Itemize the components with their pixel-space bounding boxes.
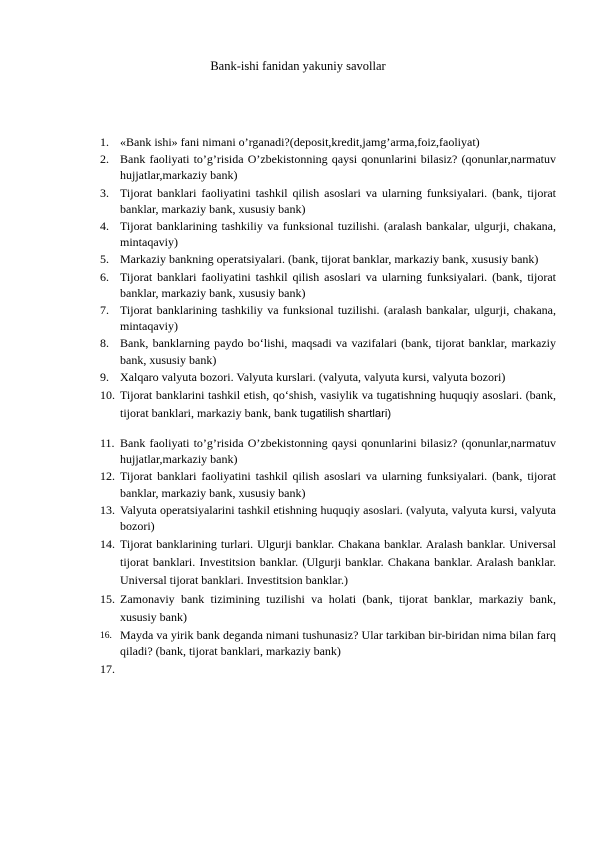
question-item (100, 269, 556, 301)
question-number: 16. (100, 631, 112, 642)
question-text: Mayda va yirik bank deganda nimani tushunasiz? Ular tarkiban bir-biridan nima bilan farq qiladi? (bank, tijorat banklari, markaziy bank) (120, 628, 556, 659)
question-item (100, 502, 556, 534)
question-text: Bank faoliyati to’g’risida O’zbekistonning qaysi qonunlarini bilasiz? (qonunlar,narmatuv hujjatlar,markaziy bank) (120, 436, 556, 467)
question-number: 4. (100, 219, 109, 234)
question-text: Tijorat banklari faoliyatini tashkil qilish asoslari va ularning funksiyalari. (bank, tijorat banklar, markaziy bank, xususiy bank) (120, 269, 556, 300)
question-number: 14. (100, 537, 115, 552)
question-text: Bank faoliyati to’g’risida O’zbekistonning qaysi qonunlarini bilasiz? (qonunlar,narmatuv hujjatlar,markaziy bank) (120, 152, 556, 183)
question-item (100, 302, 556, 334)
question-number: 10. (100, 388, 115, 403)
question-item (100, 435, 556, 467)
questions-list (100, 134, 556, 676)
question-item (100, 134, 556, 150)
question-item (100, 468, 556, 500)
question-number: 8. (100, 336, 109, 351)
question-number: 5. (100, 252, 109, 267)
question-item (100, 218, 556, 250)
question-number: 6. (100, 269, 109, 284)
question-text: Tijorat banklari faoliyatini tashkil qilish asoslari va ularning funksiyalari. (bank, tijorat banklar, markaziy bank, xususiy bank) (120, 469, 556, 500)
question-item (100, 535, 556, 589)
question-number: 7. (100, 303, 109, 318)
question-text: Tijorat banklarining turlari. Ulgurji banklar. Chakana banklar. Aralash banklar. Universal tijorat banklari. Investitsion banklar. (Ulgurji banklar. Chakana banklar. Aralash banklar. Universal tijorat banklari. Investitsion banklar.) (120, 537, 556, 588)
question-item (100, 151, 556, 183)
question-item (100, 335, 556, 367)
document-title: Bank-ishi fanidan yakuniy savollar (210, 59, 386, 73)
question-item (100, 627, 556, 659)
question-text: Zamonaviy bank tizimining tuzilishi va holati (bank, tijorat banklar, markaziy bank, xususiy bank) (120, 592, 556, 625)
question-text: Tijorat banklarini tashkil etish, qo‘shish, vasiylik va tugatishning huquqiy asoslari. (bank, tijorat banklari, markaziy bank, bank (120, 388, 556, 421)
question-number: 15. (100, 592, 115, 607)
question-text: Tijorat banklarining tashkiliy va funksional tuzilishi. (aralash bankalar, ulgurji, chakana, mintaqaviy) (120, 219, 556, 250)
question-number: 17. (100, 661, 115, 676)
question-item (100, 369, 556, 385)
question-text: Valyuta operatsiyalarini tashkil etishning huquqiy asoslari. (valyuta, valyuta kursi, valyuta bozori) (120, 502, 556, 534)
question-text: Markaziy bankning operatsiyalari. (bank, tijorat banklar, markaziy bank, xususiy bank) (120, 252, 539, 267)
question-number: 11. (100, 436, 115, 451)
question-text: «Bank ishi» fani nimani o’rganadi?(deposit,kredit,jamg’arma,foiz,faoliyat) (120, 135, 480, 149)
question-number: 12. (100, 469, 115, 484)
question-text: Tijorat banklarining tashkiliy va funksional tuzilishi. (aralash bankalar, ulgurji, chakana, mintaqaviy) (120, 303, 556, 334)
question-text: Tijorat banklari faoliyatini tashkil qilish asoslari va ularning funksiyalari. (bank, tijorat banklar, markaziy bank, xususiy bank) (120, 185, 556, 216)
question-number: 13. (100, 502, 115, 517)
question-number: 2. (100, 152, 109, 167)
question-item (100, 386, 556, 423)
question-item (100, 185, 556, 217)
question-number: 9. (100, 369, 109, 384)
question-item (100, 251, 556, 267)
question-text-tail: tugatilish shartlari) (300, 408, 392, 421)
question-item (100, 590, 556, 626)
question-text: Xalqaro valyuta bozori. Valyuta kurslari. (valyuta, valyuta kursi, valyuta bozori) (120, 369, 506, 384)
question-number: 1. (100, 135, 109, 149)
question-text: Bank, banklarning paydo bo‘lishi, maqsadi va vazifalari (bank, tijorat banklar, markaziy bank, xususiy bank) (120, 336, 556, 367)
question-number: 3. (100, 185, 109, 200)
